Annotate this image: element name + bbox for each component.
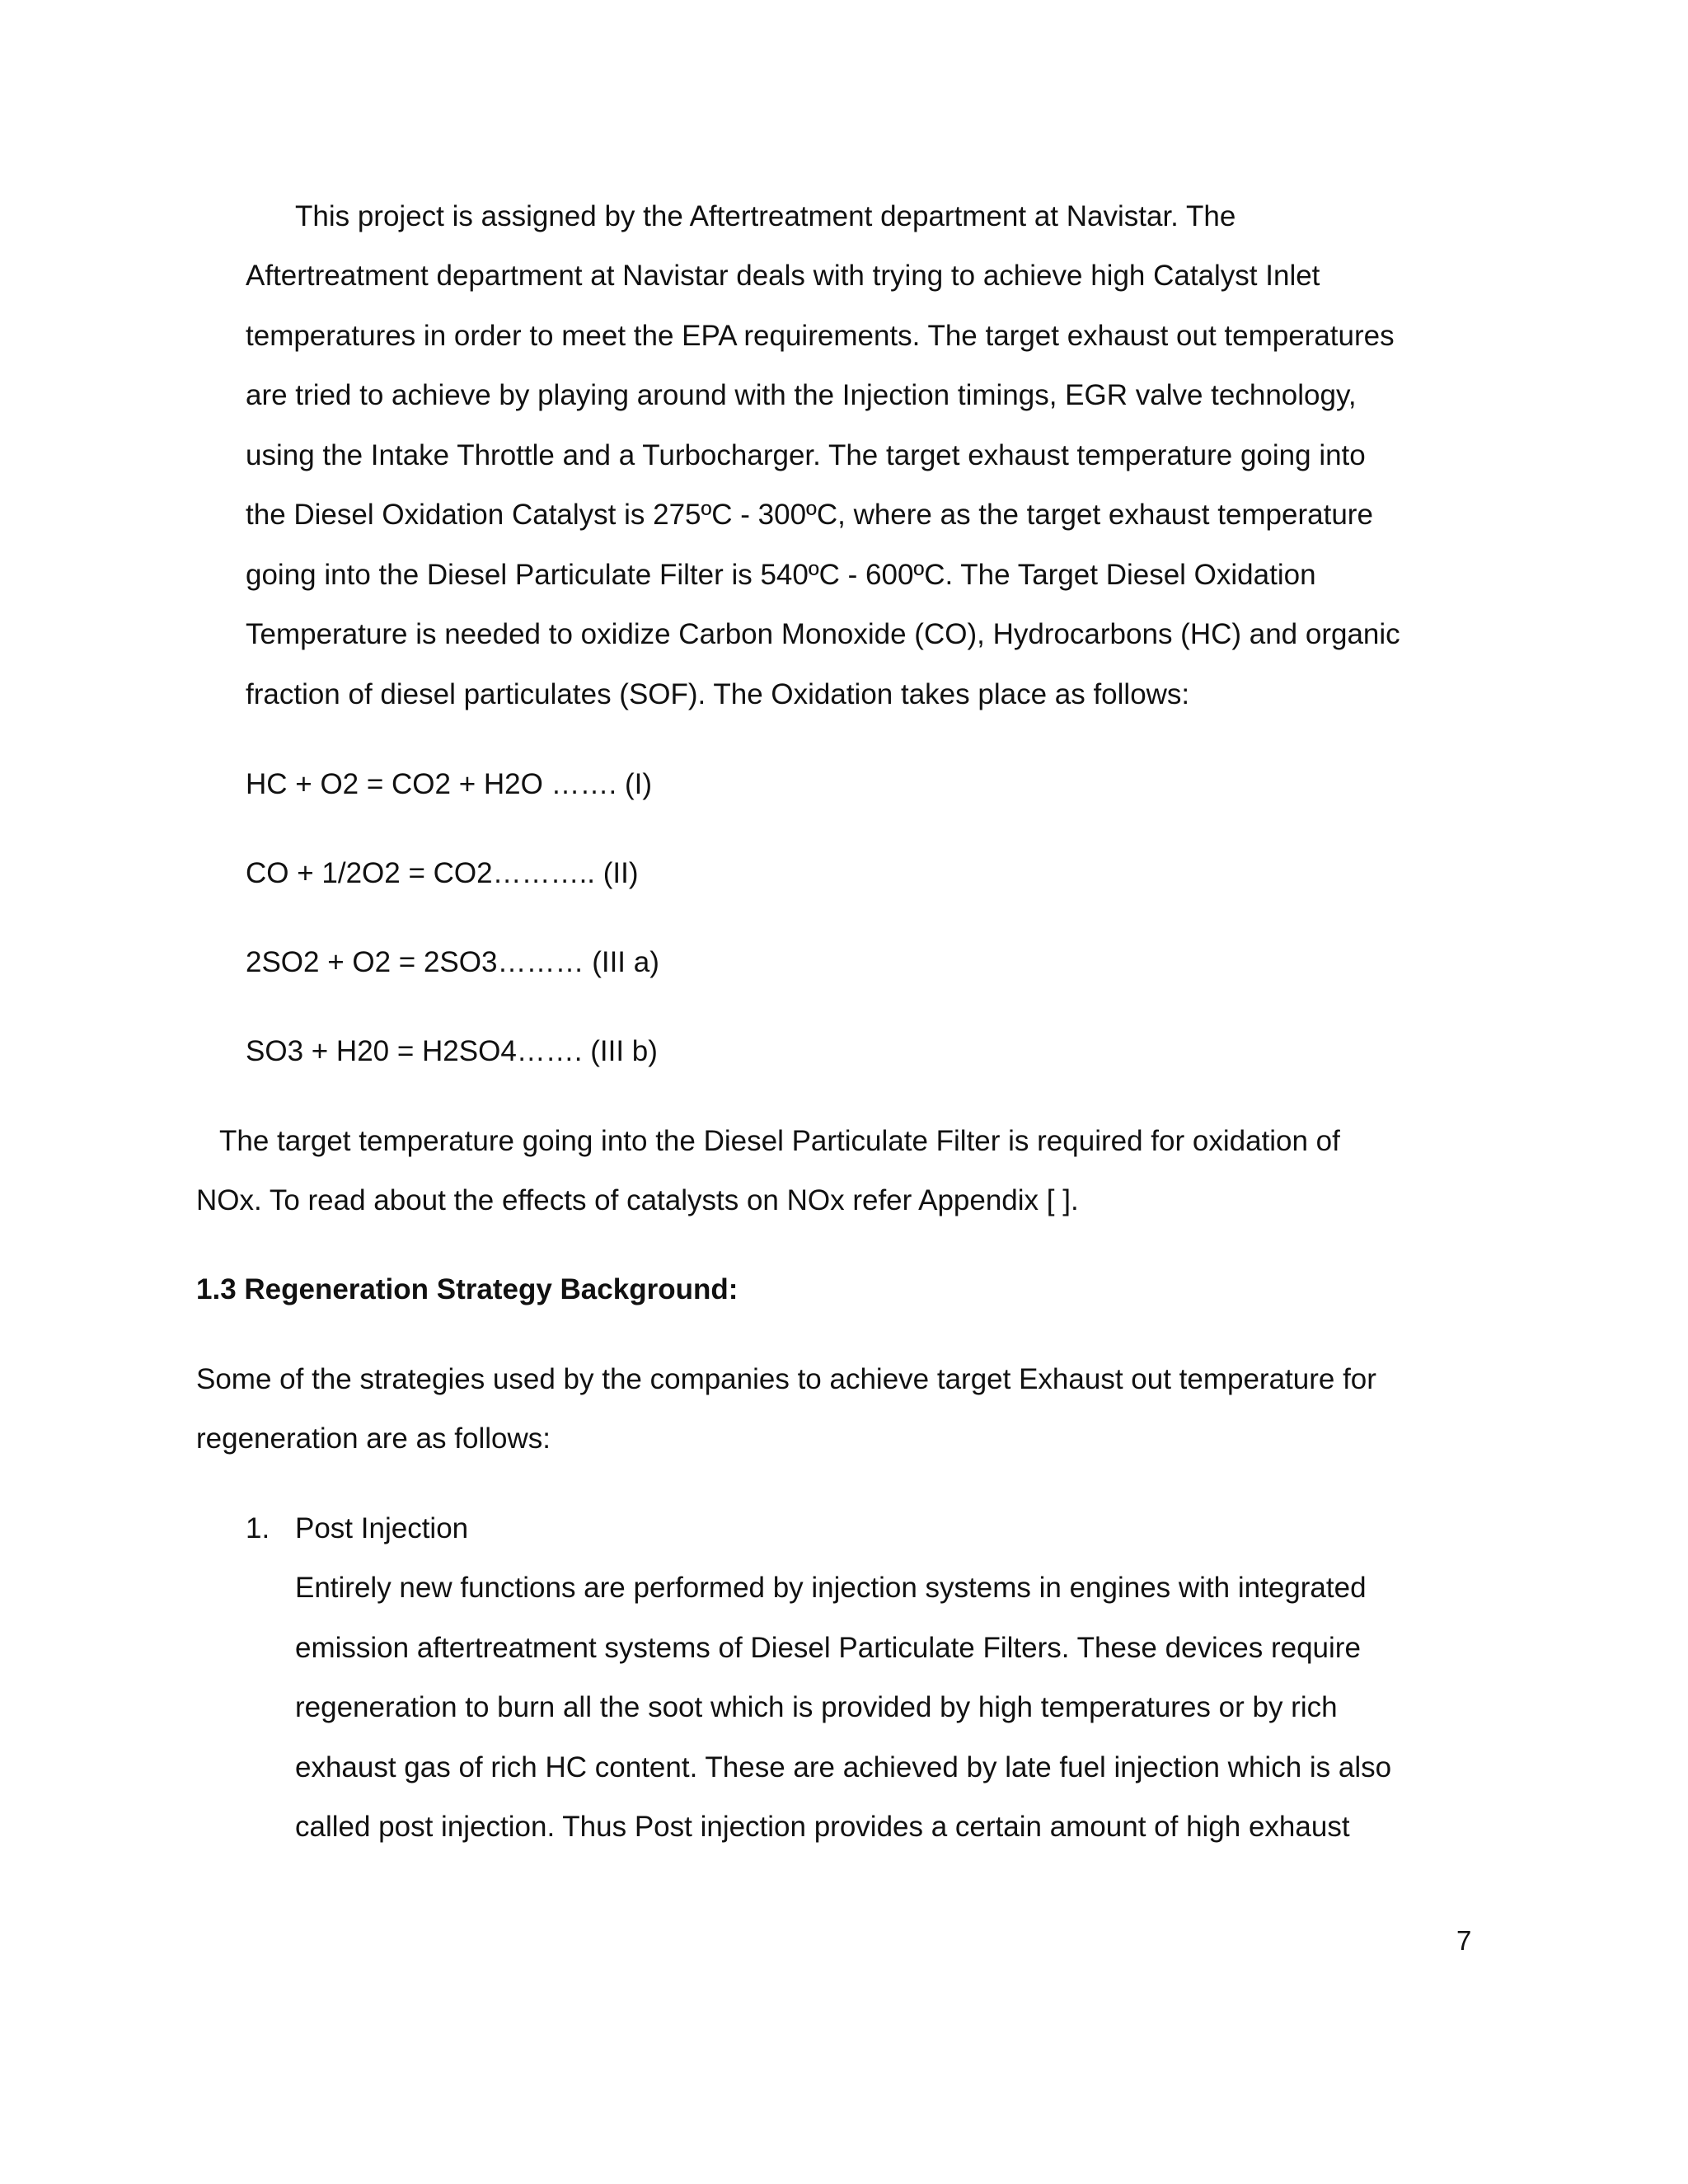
equation: HC + O2 = CO2 + H2O ……. (I) — [246, 768, 653, 800]
page-number: 7 — [1456, 1925, 1472, 1956]
equation: 2SO2 + O2 = 2SO3……… (III a) — [246, 946, 659, 978]
list-item-line: regeneration to burn all the soot which is provided by high temperatures or by rich — [295, 1691, 1338, 1723]
paragraph-line: going into the Diesel Particulate Filter is 540ºC - 600ºC. The Target Diesel Oxidation — [246, 559, 1316, 591]
paragraph-line: Some of the strategies used by the companies to achieve target Exhaust out temperature for — [196, 1363, 1376, 1395]
paragraph-line: fraction of diesel particulates (SOF). The Oxidation takes place as follows: — [246, 678, 1190, 710]
paragraph-line: regeneration are as follows: — [196, 1422, 551, 1455]
list-item-line: emission aftertreatment systems of Diesel Particulate Filters. These devices require — [295, 1632, 1361, 1664]
list-item-title: Post Injection — [295, 1512, 469, 1544]
list-item-line: Entirely new functions are performed by injection systems in engines with integrated — [295, 1572, 1367, 1604]
list-item-number: 1. — [246, 1512, 270, 1544]
paragraph-line: NOx. To read about the effects of catalysts on NOx refer Appendix [ ]. — [196, 1184, 1079, 1216]
equation: SO3 + H20 = H2SO4……. (III b) — [246, 1035, 658, 1067]
list-item-line: exhaust gas of rich HC content. These are achieved by late fuel injection which is also — [295, 1751, 1392, 1783]
paragraph-line: temperatures in order to meet the EPA requirements. The target exhaust out temperatures — [246, 320, 1395, 352]
equation: CO + 1/2O2 = CO2……….. (II) — [246, 857, 639, 889]
paragraph-line: The target temperature going into the Diesel Particulate Filter is required for oxidation of — [219, 1125, 1340, 1157]
paragraph-line: Temperature is needed to oxidize Carbon Monoxide (CO), Hydrocarbons (HC) and organic — [246, 618, 1400, 650]
paragraph-line: using the Intake Throttle and a Turbocharger. The target exhaust temperature going into — [246, 439, 1366, 471]
paragraph-line: are tried to achieve by playing around with the Injection timings, EGR valve technology, — [246, 379, 1357, 411]
paragraph-line: the Diesel Oxidation Catalyst is 275ºC - 300ºC, where as the target exhaust temperature — [246, 499, 1373, 531]
paragraph-line: This project is assigned by the Aftertreatment department at Navistar. The — [295, 200, 1236, 232]
section-heading: 1.3 Regeneration Strategy Background: — [196, 1273, 738, 1305]
paragraph-line: Aftertreatment department at Navistar deals with trying to achieve high Catalyst Inlet — [246, 260, 1320, 292]
list-item-line: called post injection. Thus Post injection provides a certain amount of high exhaust — [295, 1811, 1350, 1843]
